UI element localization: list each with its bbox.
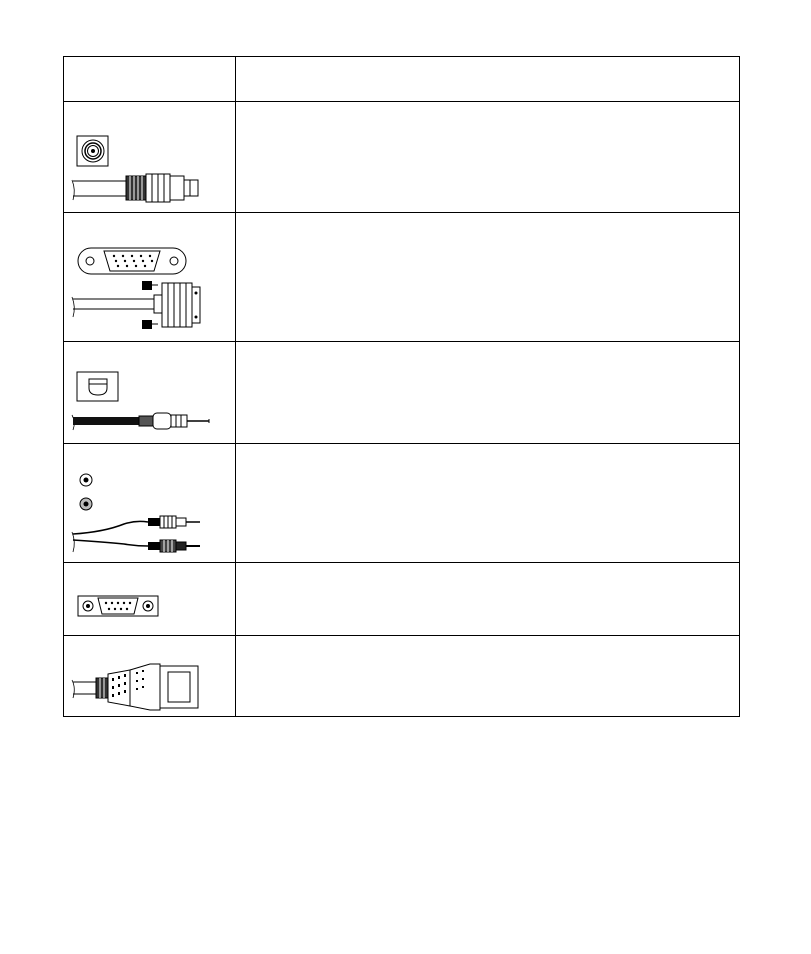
optical-audio-connector-icon (64, 342, 235, 443)
connector-table (63, 56, 740, 717)
description-cell (236, 563, 740, 636)
table-row (64, 342, 740, 444)
icon-cell (64, 444, 236, 563)
description-cell (236, 102, 740, 213)
description-cell (236, 636, 740, 717)
icon-cell (64, 102, 236, 213)
header-description-cell (236, 57, 740, 102)
serial-db9-port-icon (64, 563, 235, 635)
table-row (64, 563, 740, 636)
icon-cell (64, 636, 236, 717)
power-cord-connector-icon (64, 636, 235, 716)
icon-cell (64, 563, 236, 636)
description-cell (236, 342, 740, 444)
description-cell (236, 213, 740, 342)
table-row (64, 636, 740, 717)
table-row (64, 213, 740, 342)
table-row (64, 444, 740, 563)
header-icon-cell (64, 57, 236, 102)
table-row (64, 102, 740, 213)
icon-cell (64, 342, 236, 444)
rca-audio-connector-icon (64, 444, 235, 562)
coaxial-rf-connector-icon (64, 102, 235, 212)
table-header-row (64, 57, 740, 102)
description-cell (236, 444, 740, 563)
vga-connector-icon (64, 213, 235, 341)
icon-cell (64, 213, 236, 342)
